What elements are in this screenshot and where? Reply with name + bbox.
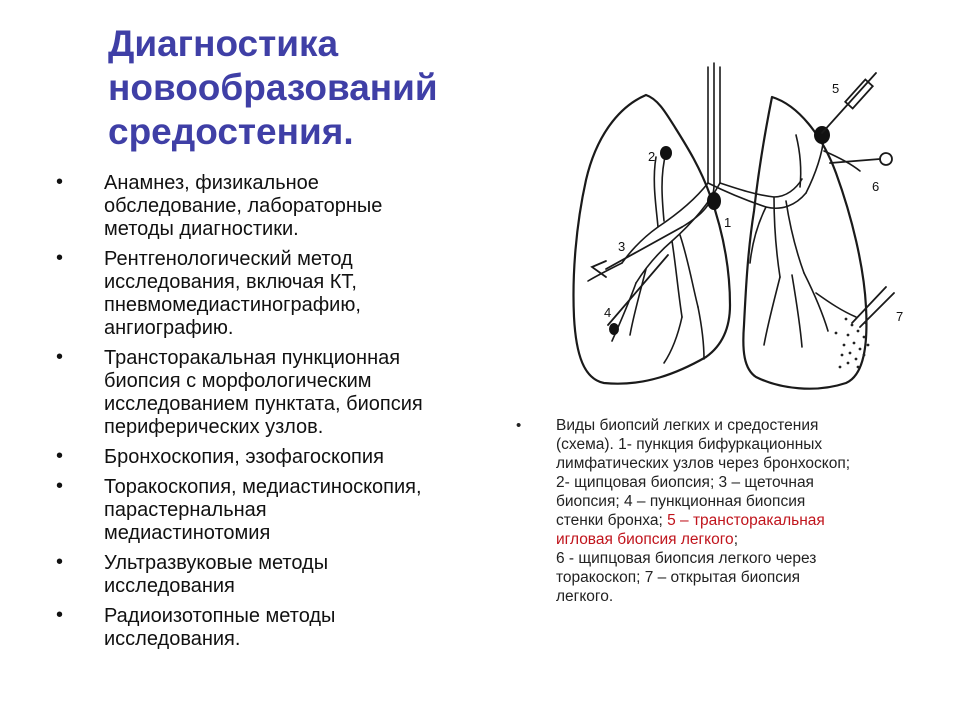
- bronchial-branch: [786, 201, 804, 273]
- needle-syringe: [845, 80, 873, 109]
- caption-highlight: игловая биопсия легкого: [556, 531, 734, 548]
- caption-line: 6 - щипцовая биопсия легкого через: [556, 550, 817, 567]
- thoracoscope-instrument: [830, 159, 880, 163]
- right-lung-outline: [574, 95, 731, 384]
- list-item: [56, 552, 506, 598]
- caption-line: 2- щипцовая биопсия; 3 – щеточная: [556, 474, 814, 491]
- lesion-marker: [609, 323, 619, 335]
- bullet-dot: •: [56, 247, 64, 269]
- bronchial-branch: [764, 277, 780, 345]
- caption-line: легкого.: [556, 588, 614, 605]
- caption-line: [556, 530, 936, 549]
- bronchial-branch: [672, 241, 682, 317]
- figure-label-1: 1: [724, 215, 732, 230]
- figure-label-5: 5: [832, 81, 840, 96]
- list-item-line: исследования, включая КТ,: [104, 271, 357, 293]
- list-item-line: Рентгенологический метод: [104, 248, 353, 270]
- bronchial-branch: [698, 307, 704, 359]
- list-item-line: исследования: [104, 575, 235, 597]
- list-item-line: ангиографию.: [104, 317, 234, 339]
- list-item-line: Бронхоскопия, эзофагоскопия: [104, 446, 384, 468]
- bronchial-branch: [806, 137, 824, 193]
- bullet-dot: •: [56, 171, 64, 193]
- caption-line: лимфатических узлов через бронхоскоп;: [556, 455, 851, 472]
- bronchial-branch: [654, 157, 658, 227]
- figure-label-6: 6: [872, 179, 880, 194]
- list-item: [56, 476, 506, 545]
- bullet-dot: •: [56, 346, 64, 368]
- list-item-line: обследование, лабораторные: [104, 195, 383, 217]
- caption-line: Виды биопсий легких и средостения: [556, 417, 819, 434]
- bronchial-branch: [792, 275, 802, 347]
- bullet-dot: •: [56, 445, 64, 467]
- title-line: новообразований: [108, 67, 438, 108]
- right-main-bronchus: [636, 183, 720, 283]
- lesion-marker: [660, 146, 672, 160]
- biopsy-stipple: [835, 318, 870, 369]
- caption-paragraph: [556, 549, 936, 606]
- list-item: [56, 446, 506, 469]
- lung-biopsy-diagram: [560, 55, 930, 395]
- figure-label-2: 2: [648, 149, 656, 164]
- caption-line: биопсия; 4 – пункционная биопсия: [556, 493, 806, 510]
- list-item-line: Радиоизотопные методы: [104, 605, 336, 627]
- list-item: [56, 248, 506, 340]
- list-item-line: периферических узлов.: [104, 416, 324, 438]
- title-line: средостения.: [108, 111, 354, 152]
- bronchial-branch: [796, 135, 801, 187]
- list-item-line: пневмомедиастинографию,: [104, 294, 361, 316]
- bronchial-branch: [662, 153, 666, 221]
- list-item-line: Торакоскопия, медиастиноскопия,: [104, 476, 422, 498]
- right-main-bronchus: [622, 183, 708, 263]
- caption-line: (схема). 1- пункция бифуркационных: [556, 436, 823, 453]
- bronchial-branch: [680, 235, 698, 307]
- figure-label-7: 7: [896, 309, 904, 324]
- list-item-line: исследованием пунктата, биопсия: [104, 393, 423, 415]
- diagnostics-list: [56, 172, 506, 658]
- list-item-line: медиастинотомия: [104, 522, 271, 544]
- list-item-line: методы диагностики.: [104, 218, 299, 240]
- title-line: Диагностика: [108, 23, 339, 64]
- figure-label-4: 4: [604, 305, 612, 320]
- bronchial-branch: [804, 273, 828, 331]
- bronchial-branch: [664, 317, 682, 363]
- bullet-dot: •: [56, 604, 64, 626]
- list-item-line: парастернальная: [104, 499, 267, 521]
- lesion-marker: [814, 126, 830, 144]
- caption-highlight: 5 – трансторакальная: [667, 512, 825, 529]
- caption-bullet: •: [516, 417, 522, 434]
- list-item: [56, 172, 506, 241]
- list-item-line: исследования.: [104, 628, 241, 650]
- list-item-line: Ультразвуковые методы: [104, 552, 329, 574]
- slide-title: [108, 22, 438, 154]
- list-item-line: Трансторакальная пункционная: [104, 347, 401, 369]
- caption-text: ;: [733, 531, 738, 548]
- lymph-node-marker: [707, 192, 721, 210]
- caption-line: [556, 511, 936, 530]
- list-item-line: биопсия с морфологическим: [104, 370, 372, 392]
- thoracoscope-eyepiece: [880, 153, 892, 165]
- bullet-dot: •: [56, 551, 64, 573]
- figure-label-3: 3: [618, 239, 626, 254]
- caption-line: торакоскоп; 7 – открытая биопсия: [556, 569, 801, 586]
- list-item-line: Анамнез, физикальное: [104, 172, 319, 194]
- caption-text: стенки бронха;: [556, 512, 668, 529]
- caption-paragraph: [556, 416, 936, 549]
- list-item: [56, 347, 506, 439]
- bullet-dot: •: [56, 475, 64, 497]
- list-item: [56, 605, 506, 651]
- left-lung-outline: [743, 97, 866, 389]
